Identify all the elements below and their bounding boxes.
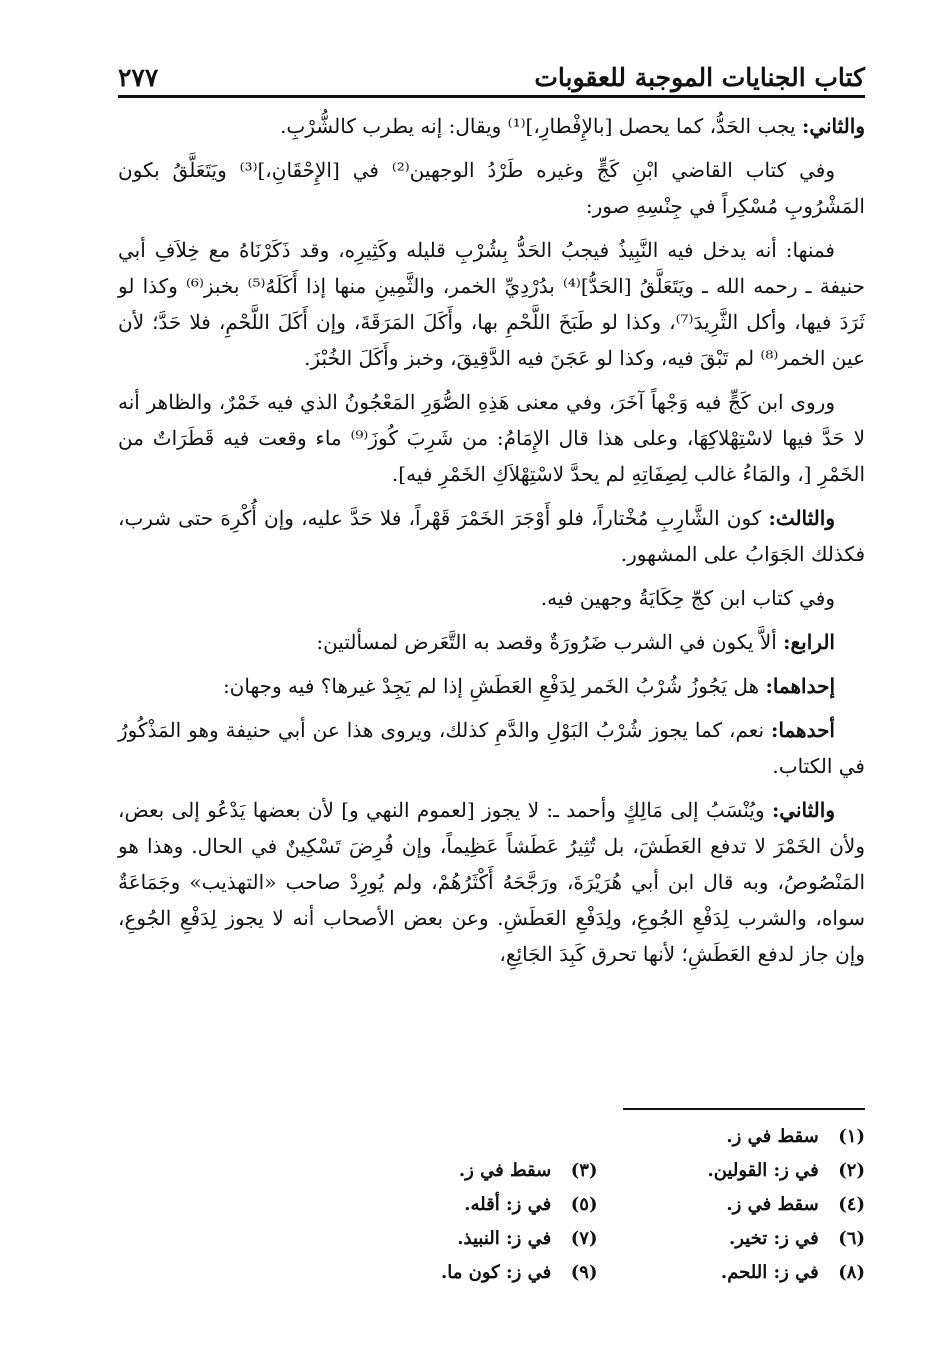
footnote-row: [330, 1120, 865, 1154]
page-number: ٢٧٧: [118, 63, 159, 92]
paragraph: [118, 792, 865, 972]
footnote-text: سقط في ز.: [458, 1160, 552, 1181]
footnote: [330, 1222, 598, 1256]
footnote-text: سقط في ز.: [726, 1126, 819, 1147]
paragraph: [118, 384, 865, 492]
paragraph-lead: إحداهما:: [765, 674, 835, 698]
footnote-number: (٣): [570, 1160, 598, 1181]
running-title: كتاب الجنايات الموجبة للعقوبات: [534, 63, 865, 92]
paragraph: [118, 580, 865, 616]
footnote-row: [330, 1256, 865, 1290]
footnote-number: (٥): [570, 1194, 598, 1215]
paragraph-lead: أحدهما:: [770, 718, 835, 742]
header-rule: [118, 95, 865, 98]
footnote-text: في ز: تخير.: [728, 1228, 819, 1249]
paragraph-text: وروى ابن كَجٍّ فيه وَجْهاً آخَرَ، وفي معنى هَذِهِ الصُّوَرِ المَعْجُونُ الذي فيه خَمْرٌ، والظاهر أنه لا حَدَّ فيها لاسْتِهْلاكِهَا، وعلى هذا قال الإِمَامُ: من شَرِبَ كُوزَ⁽⁹⁾ ماء وقعت فيه قَطَرَاتٌ من الخَمْرِ [، والمَاءُ غالب لِصِفَاتِهِ لم يحدَّ لاسْتِهْلاَكِ الخَمْرِ فيه].: [118, 390, 866, 486]
main-text: [118, 108, 865, 980]
footnote: [598, 1120, 866, 1154]
footnote-row: [330, 1188, 865, 1222]
paragraph-lead: والثاني:: [801, 114, 865, 138]
footnote-text: سقط في ز.: [726, 1194, 819, 1215]
footnote-text: في ز: النبيذ.: [457, 1228, 552, 1249]
footnote-number: (٢): [838, 1160, 865, 1181]
footnote-number: (٦): [838, 1228, 865, 1249]
footnote-text: في ز: اللحم.: [720, 1262, 819, 1283]
footnote: [330, 1256, 598, 1290]
paragraph-text: يجب الحَدُّ، كما يحصل [بالإِفْطارِ،]⁽¹⁾ ويقال: إنه يطرب كالشُّرْبِ.: [280, 114, 802, 138]
footnote-number: (٨): [838, 1262, 865, 1283]
paragraph-lead: والثاني:: [771, 798, 835, 822]
paragraph: [118, 624, 865, 660]
paragraph-text: هل يَجُوزُ شُرْبُ الخَمر لِدَفْعِ العَطَشِ إذا لم يَجِدْ غيرها؟ فيه وجهان:: [222, 674, 766, 698]
footnote-number: (٧): [570, 1228, 598, 1249]
footnote-row: [330, 1222, 865, 1256]
footnote: [598, 1188, 866, 1222]
footnote-text: في ز: أقله.: [464, 1194, 552, 1215]
paragraph: [118, 108, 865, 144]
paragraph-text: نعم، كما يجوز شُرْبُ البَوْلِ والدَّمِ كذلك، ويروى هذا عن أبي حنيفة وهو المَذْكُورُ في الكتاب.: [118, 718, 865, 778]
paragraph: [118, 712, 865, 784]
footnote-rule: [623, 1108, 865, 1110]
paragraph-text: ألاَّ يكون في الشرب ضَرُورَةٌ وقصد به التَّعَرض لمسألتين:: [316, 630, 784, 654]
footnote-text: في ز: كون ما.: [440, 1262, 552, 1283]
footnote: [330, 1154, 598, 1188]
page-header: [118, 52, 865, 92]
footnote-text: في ز: القولين.: [707, 1160, 819, 1181]
footnote-row: [330, 1154, 865, 1188]
paragraph-text: وفي كتاب ابن كجّ حِكَايَةُ وجهين فيه.: [540, 586, 835, 610]
paragraph-text: ويُنْسَبُ إلى مَالِكٍ وأحمد ـ: لا يجوز [لعموم النهي و] لأن بعضها يَدْعُو إلى بعض، ولأن الخَمْرَ لا تدفع العَطَشَ، بل تُثِيرُ عَطَشاً عَظِيماً، وإن فُرِضَ تَسْكِينٌ في الحال. وهذا هو المَنْصُوصُ، وبه قال ابن أبي هُرَيْرَةَ، ورَجَّحَهُ أَكْثَرُهُمْ، ولم يُورِدْ صاحب «التهذيب» وجَمَاعَةٌ سواه، والشرب لِدَفْعِ الجُوعِ، ولِدَفْعِ العَطَشِ. وعن بعض الأصحاب أنه لا يجوز لِدَفْعِ الجُوعِ، وإن جاز لدفع العَطَشِ؛ لأنها تحرق كَبِدَ الجَائِعِ،: [118, 798, 865, 966]
paragraph: [118, 668, 865, 704]
paragraph: [118, 500, 865, 572]
paragraph-text: فمنها: أنه يدخل فيه النَّبِيذُ فيجبُ الحَدُّ بِشُرْبِ قليله وكَثِيرِه، وقد ذَكَرْنَاهُ مع خِلاَفِ أبي حنيفة ـ رحمه الله ـ ويَتَعَلَّقُ [الحَدُّ]⁽⁴⁾ بدُرْدِيِّ الخمر، والثَّمِينِ منها إذا أَكَلَهُ⁽⁵⁾ بخبز⁽⁶⁾ وكذا لو ثَرَدَ فيها، وأكل الثَّرِيدَ⁽⁷⁾، وكذا لو طَبَخَ اللَّحْمِ بها، وأَكَلَ المَرَقَةَ، وإن أَكَلَ اللَّحْمِ، فلا حَدَّ؛ لأن عين الخمر⁽⁸⁾ لم تَبْقَ فيه، وكذا لو عَجَنَ فيه الدَّقِيقَ، وخبز وأَكَلَ الخُبْزَ.: [118, 238, 865, 370]
paragraph-text: وفي كتاب القاضي ابْنِ كَجٍّ وغيره طَرْدُ الوجهين⁽²⁾ في [الإِحْقَانِ،]⁽³⁾ ويَتَعَلَّقُ بكون المَشْرُوبِ مُسْكِراً في جِنْسِهِ صور:: [118, 158, 865, 218]
paragraph: [118, 152, 865, 224]
footnote: [598, 1222, 866, 1256]
footnote-number: (٩): [570, 1262, 598, 1283]
footnotes: [330, 1120, 865, 1290]
footnote-number: (١): [838, 1126, 865, 1147]
footnote: [330, 1188, 598, 1222]
footnote: [598, 1256, 866, 1290]
footnote: [598, 1154, 866, 1188]
paragraph: [118, 232, 865, 376]
paragraph-lead: والثالث:: [768, 506, 835, 530]
paragraph-lead: الرابع:: [783, 630, 835, 654]
footnote-number: (٤): [838, 1194, 865, 1215]
paragraph-text: كون الشَّارِبِ مُخْتاراً، فلو أَوْجَرَ الخَمْرَ قَهْراً، فلا حَدَّ عليه، وإن أُكْرِهَ حتى شرب، فكذلك الجَوَابُ على المشهور.: [118, 506, 865, 566]
